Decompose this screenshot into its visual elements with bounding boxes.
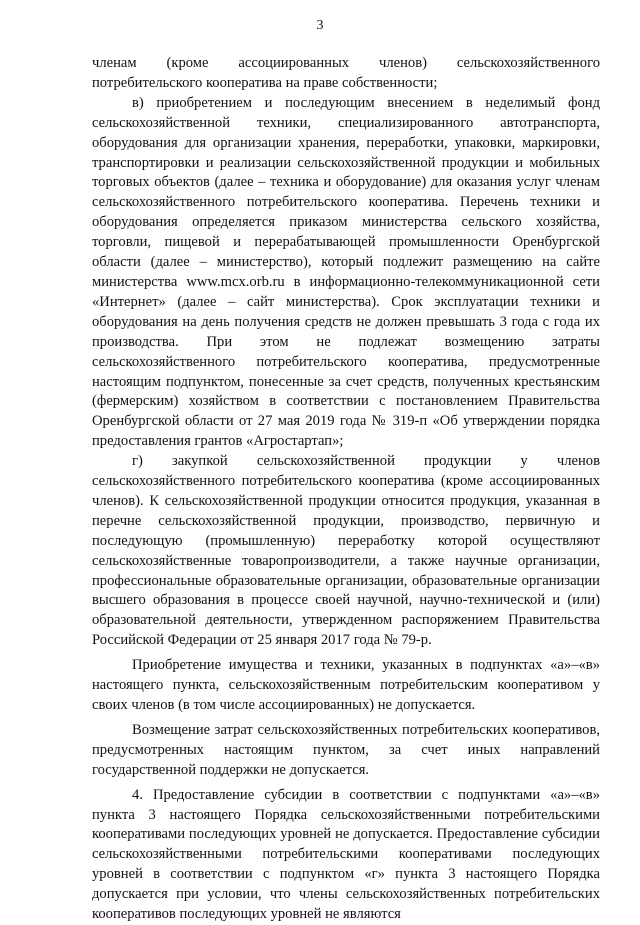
- paragraph: 4. Предоставление субсидии в соответствии с подпунктами «а»–«в» пункта 3 настоящего Порядка сельскохозяйственными потребительскими кооперативами последующих уровней не допускается. Предоставление субсидии сельскохозяйственными потребительскими кооперативами последующих уровней в соответствии с подпунктом «г» пункта 3 настоящего Порядка допускается при условии, что члены сельскохозяйственных потребительских кооперативов последующих уровней не являются: [92, 786, 600, 923]
- paragraph: в) приобретением и последующим внесением в неделимый фонд сельскохозяйственной техники, специализированного автотранспорта, оборудования для организации хранения, переработки, упаковки, маркировки, транспортировки и реализации сельскохозяйственной продукции и мобильных торговых объектов (далее – техника и оборудование) для оказания услуг членам сельскохозяйственного потребительского кооператива. Перечень техники и оборудования определяется приказом министерства сельского хозяйства, торговли, пищевой и перерабатывающей промышленности Оренбургской области (далее – министерство), который подлежит размещению на сайте министерства www.mcx.orb.ru в информационно-телекоммуникационной сети «Интернет» (далее – сайт министерства). Срок эксплуатации техники и оборудования на день получения средств не должен превышать 3 года с года их производства. При этом не подлежат возмещению затраты сельскохозяйственного потребительского кооператива, предусмотренные настоящим подпунктом, понесенные за счет средств, полученных крестьянским (фермерским) хозяйством в соответствии с постановлением Правительства Оренбургской области от 27 мая 2019 года № 319-п «Об утверждении порядка предоставления грантов «Агростартап»;: [92, 94, 600, 450]
- paragraph: членам (кроме ассоциированных членов) сельскохозяйственного потребительского кооператива на праве собственности;: [92, 55, 600, 91]
- paragraph: Возмещение затрат сельскохозяйственных потребительских кооперативов, предусмотренных настоящим пунктом, за счет иных направлений государственной поддержки не допускается.: [92, 721, 600, 778]
- paragraph: г) закупкой сельскохозяйственной продукции у членов сельскохозяйственного потребительского кооператива (кроме ассоциированных членов). К сельскохозяйственной продукции относится продукция, указанная в перечне сельскохозяйственной продукции, производство, первичную и последующую (промышленную) переработку которой осуществляют сельскохозяйственные товаропроизводители, а также научные организации, профессиональные образовательные организации, образовательные организации высшего образования в процессе своей научной, научно-технической и (или) образовательной деятельности, утвержденном распоряжением Правительства Российской Федерации от 25 января 2017 года № 79-р.: [92, 453, 600, 649]
- paragraph: Приобретение имущества и техники, указанных в подпунктах «а»–«в» настоящего пункта, сельскохозяйственным потребительским кооперативом у своих членов (в том числе ассоциированных) не допускается.: [92, 657, 600, 713]
- page-number: 3: [316, 18, 324, 33]
- document-body: [92, 54, 600, 925]
